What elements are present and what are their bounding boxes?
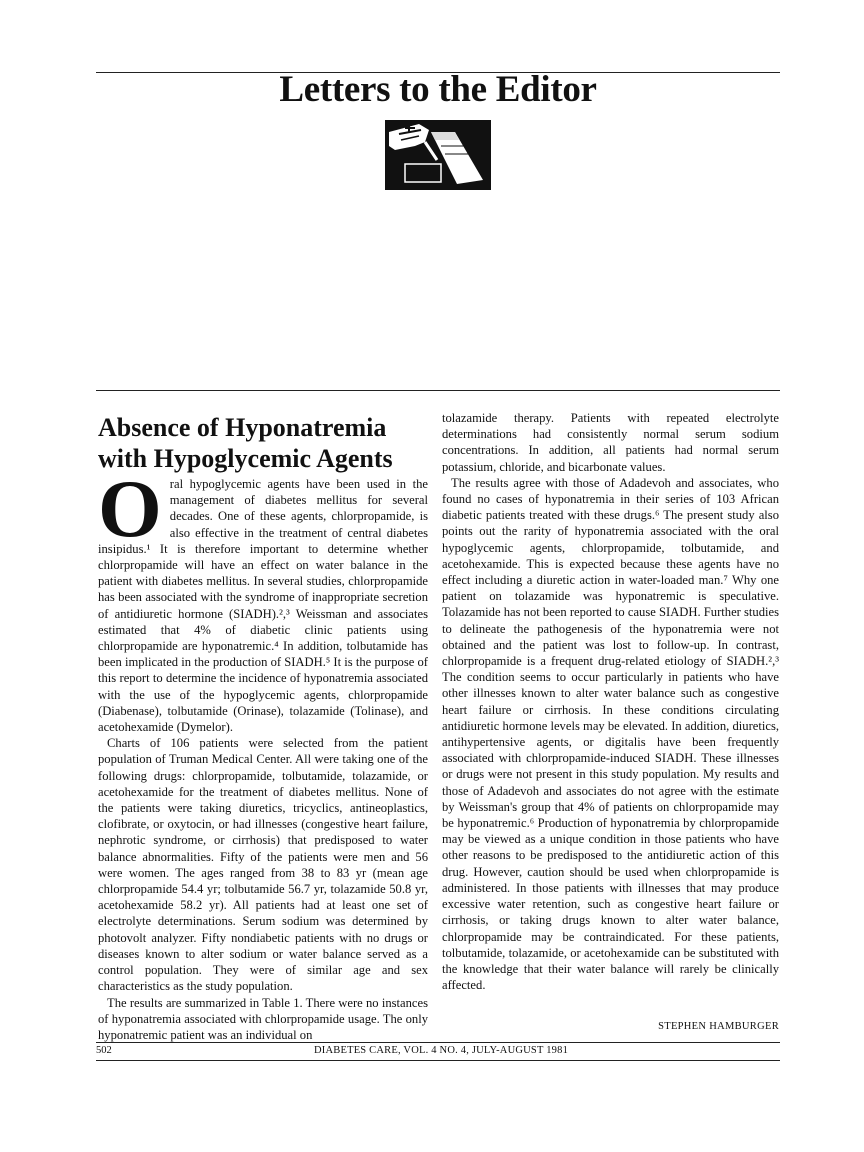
- section-divider: [96, 390, 780, 391]
- footer-rule-bottom: [96, 1060, 780, 1061]
- running-footer: DIABETES CARE, VOL. 4 NO. 4, JULY-AUGUST 1981: [314, 1045, 569, 1056]
- paragraph-results: The results are summarized in Table 1. There were no instances of hyponatremia associated with chlorpropamide usage. The only hyponatremic patient was an individual on: [98, 995, 428, 1042]
- footer-rule-top: [96, 1042, 780, 1043]
- article-title-line-2: with Hypoglycemic Agents: [98, 444, 393, 473]
- paragraph-discussion: The results agree with those of Adadevoh and associates, who found no cases of hyponatremia in their series of 103 African diabetic patients treated with these drugs.⁶ The present study also points out the rarity of hyponatremia associated with the oral hypoglycemic agents, chlorpropamide, tolbutamide, and acetohexamide. This is expected because these agents have no effect including a diuretic action in water-loaded man.⁷ Why one patient on tolazamide was hyponatremic is speculative. Tolazamide has not been reported to cause SIADH. Further studies to delineate the pathogenesis of the hyponatremia were not obtained and the patient was lost to follow-up. In contrast, chlorpropamide is a frequent drug-related etiology of SIADH.²,³ The condition seems to occur particularly in patients who have other illnesses known to alter water balance such as congestive heart failure or cirrhosis. In these conditions circulating antidiuretic hormone levels may be elevated. In addition, diuretics, antihypertensive agents, or digitalis have been frequently associated with chlorpropamide-induced SIADH. These illnesses or drugs were not present in this study population. My results and those of Adadevoh and associates do not agree with the estimate by Weissman's group that 4% of patients on chlorpropamide may be hyponatremic.⁶ Production of hyponatremia by chlorpropamide may be viewed as a unique condition in those patients who have other reasons to be predisposed to the antidiuretic action of this drug. However, caution should be used when chlorpropamide is administered. In those patients with illnesses that may produce excessive water retention, such as congestive heart failure or cirrhosis, or taking drugs known to alter water balance, chlorpropamide may be contraindicated. For these patients, tolbutamide, tolazamide, or acetohexamide can be substituted with the knowledge that their water balance will rarely be clinically affected.: [442, 475, 779, 993]
- hand-writing-letter-icon: [385, 120, 491, 190]
- paragraph-intro-text: ral hypoglycemic agents have been used in the management of diabetes mellitus for several decades. One of these agents, chlorpropamide, is also effective in the treatment of central diabetes insipidus.¹ It is therefore important to determine whether chlorpropamide will have an effect on water balance in the patient with diabetes mellitus. In several studies, chlorpropamide has been associated with the syndrome of inappropriate secretion of antidiuretic hormone (SIADH).²,³ Weissman and associates estimated that 4% of diabetic clinic patients using chlorpropamide are hyponatremic.⁴ In addition, tolbutamide has been implicated in the production of SIADH.⁵ It is the purpose of this report to determine the incidence of hyponatremia associated with the use of the hypoglycemic agents, chlorpropamide (Diabenase), tolbutamide (Orinase), tolazamide (Tolinase), and acetohexamide (Dymelor).: [98, 477, 428, 735]
- page-number: 502: [96, 1045, 112, 1056]
- author-signature: STEPHEN HAMBURGER: [658, 1021, 779, 1032]
- paragraph-methods: Charts of 106 patients were selected from the patient population of Truman Medical Center. All were taking one of the following drugs: chlorpropamide, tolbutamide, tolazamide, or acetohexamide for the treatment of diabetes mellitus. None of the patients were taking diuretics, tricyclics, antineoplastics, clofibrate, or oxytocin, or had illnesses (congestive heart failure, nephrotic syndrome, or cirrhosis) that predisposed to water balance abnormalities. Fifty of the patients were men and 56 were women. The ages ranged from 38 to 83 yr (mean age chlorpropamide 54.4 yr; tolbutamide 56.7 yr, tolazamide 50.8 yr, acetohexamide 58.2 yr). All patients had at least one set of electrolyte determinations. Serum sodium was determined by photovolt analyzer. Fifty nondiabetic patients with no drugs or diseases known to alter sodium or water balance served as a control population. They were of similar age and sex characteristics as the study population.: [98, 736, 428, 994]
- section-title: Letters to the Editor: [279, 69, 597, 110]
- drop-cap: O: [98, 463, 162, 554]
- paragraph-intro: [98, 463, 428, 735]
- article-title-line-1: Absence of Hyponatremia: [98, 413, 387, 442]
- right-column: [442, 410, 779, 993]
- left-column: [98, 463, 428, 1043]
- paragraph-results-continued: tolazamide therapy. Patients with repeated electrolyte determinations had consistently normal serum sodium concentrations. In addition, all patients had normal serum potassium, chloride, and bicarbonate values.: [442, 411, 779, 474]
